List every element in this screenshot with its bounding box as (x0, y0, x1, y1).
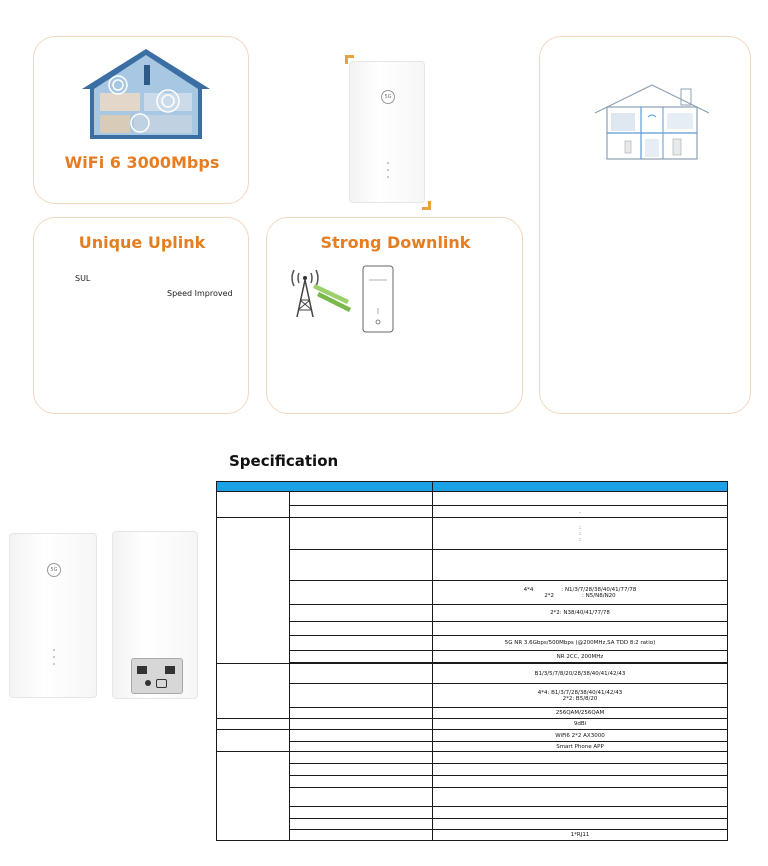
wifi-feature-card (33, 36, 249, 204)
table-label-cell (290, 492, 433, 506)
table-label-cell (290, 664, 433, 684)
table-row (217, 776, 728, 788)
table-value-cell: 4*4: B1/3/7/28/38/40/41/42/43 2*2: B5/8/20 (433, 684, 728, 708)
lan-port-icon (137, 666, 147, 674)
table-value-cell (433, 492, 728, 506)
table-label-cell (290, 752, 433, 764)
led-indicator-icon (387, 169, 389, 171)
table-row (217, 651, 728, 663)
led-indicator-icon (53, 649, 55, 651)
table-row (217, 708, 728, 719)
table-value-cell (433, 819, 728, 830)
table-label-cell (290, 636, 433, 651)
wifi-card-title: WiFi 6 3000Mbps (64, 153, 220, 172)
uplink-text-sul: SUL (75, 274, 91, 283)
coverage-feature-card (539, 36, 751, 414)
lan-port-icon (165, 666, 175, 674)
table-header-cell (217, 482, 433, 492)
table-value-cell (433, 807, 728, 819)
table-row (217, 550, 728, 581)
table-label-cell (290, 506, 433, 518)
table-value-cell: : : : (433, 518, 728, 550)
led-indicator-icon (53, 656, 55, 658)
table-label-cell (290, 518, 433, 550)
table-label-cell (290, 550, 433, 581)
table-label-cell (290, 830, 433, 841)
table-value-cell (433, 788, 728, 807)
table-row (217, 819, 728, 830)
table-value-cell: 1*RJ11 (433, 830, 728, 841)
router-front-image (345, 55, 431, 210)
table-row (217, 742, 728, 752)
table-group-cell (217, 730, 290, 752)
specification-table (216, 481, 728, 841)
smart-home-illustration (78, 45, 214, 141)
downlink-feature-card (266, 217, 523, 414)
table-value-cell: . (433, 506, 728, 518)
table-value-cell (433, 776, 728, 788)
table-label-cell (290, 581, 433, 605)
table-label-cell (290, 742, 433, 752)
table-label-cell (290, 730, 433, 742)
table-row (217, 506, 728, 518)
led-indicator-icon (387, 162, 389, 164)
corner-bracket-bottom-right (422, 201, 431, 210)
table-row (217, 605, 728, 622)
table-row (217, 730, 728, 742)
table-value-cell: 256QAM/256QAM (433, 708, 728, 719)
table-value-cell: NR 2CC, 200MHz (433, 651, 728, 663)
rear-port-panel (131, 658, 183, 694)
table-label-cell (290, 708, 433, 719)
downlink-card-title: Strong Downlink (320, 233, 471, 252)
table-group-cell (217, 752, 290, 841)
table-row (217, 622, 728, 636)
table-header-cell (433, 482, 728, 492)
power-port-icon (145, 680, 151, 686)
table-row (217, 788, 728, 807)
table-group-cell (217, 492, 290, 518)
table-label-cell (290, 807, 433, 819)
table-label-cell (290, 651, 433, 663)
table-value-cell: 9dBi (433, 719, 728, 730)
table-row (217, 492, 728, 506)
table-label-cell (290, 788, 433, 807)
table-group-cell (217, 719, 290, 730)
table-row (217, 752, 728, 764)
table-label-cell (290, 605, 433, 622)
router-front-photo (9, 533, 97, 698)
table-value-cell (433, 764, 728, 776)
table-row (217, 830, 728, 841)
table-group-cell (217, 518, 290, 664)
5g-logo-icon: 5G (381, 90, 395, 104)
led-indicator-icon (387, 176, 389, 178)
table-value-cell: 5G NR 3.6Gbps/500Mbps (@200MHz,SA TDD 8:2 ratio) (433, 636, 728, 651)
router-back-photo (112, 531, 198, 699)
table-row (217, 684, 728, 708)
table-row (217, 764, 728, 776)
uplink-feature-card (33, 217, 249, 414)
table-header-row (217, 482, 728, 492)
uplink-card-title: Unique Uplink (78, 233, 206, 252)
table-label-cell (290, 719, 433, 730)
router-body (349, 61, 425, 203)
specification-title: Specification (229, 452, 339, 470)
table-label-cell (290, 684, 433, 708)
table-value-cell (433, 550, 728, 581)
5g-logo-icon: 5G (47, 563, 61, 577)
table-value-cell (433, 622, 728, 636)
table-value-cell: Smart Phone APP (433, 742, 728, 752)
table-label-cell (290, 622, 433, 636)
uplink-text-speed: Speed Improved (167, 289, 233, 298)
table-label-cell (290, 764, 433, 776)
table-value-cell: 2*2: N38/40/41/77/78 (433, 605, 728, 622)
led-indicator-icon (53, 663, 55, 665)
house-coverage-illustration (593, 83, 711, 163)
table-value-cell: 4*4 : N1/3/7/28/38/40/41/77/78 2*2 : N5/N8/N20 (433, 581, 728, 605)
table-label-cell (290, 776, 433, 788)
rj11-port-icon (156, 679, 167, 688)
table-row (217, 719, 728, 730)
table-group-cell (217, 664, 290, 719)
table-row (217, 636, 728, 651)
table-row (217, 664, 728, 684)
table-label-cell (290, 819, 433, 830)
table-row (217, 807, 728, 819)
table-value-cell: B1/3/5/7/8/20/28/38/40/41/42/43 (433, 664, 728, 684)
table-value-cell (433, 752, 728, 764)
tower-signal-illustration (289, 262, 419, 352)
table-row (217, 581, 728, 605)
table-row (217, 518, 728, 550)
table-value-cell: WiFi6 2*2 AX3000 (433, 730, 728, 742)
